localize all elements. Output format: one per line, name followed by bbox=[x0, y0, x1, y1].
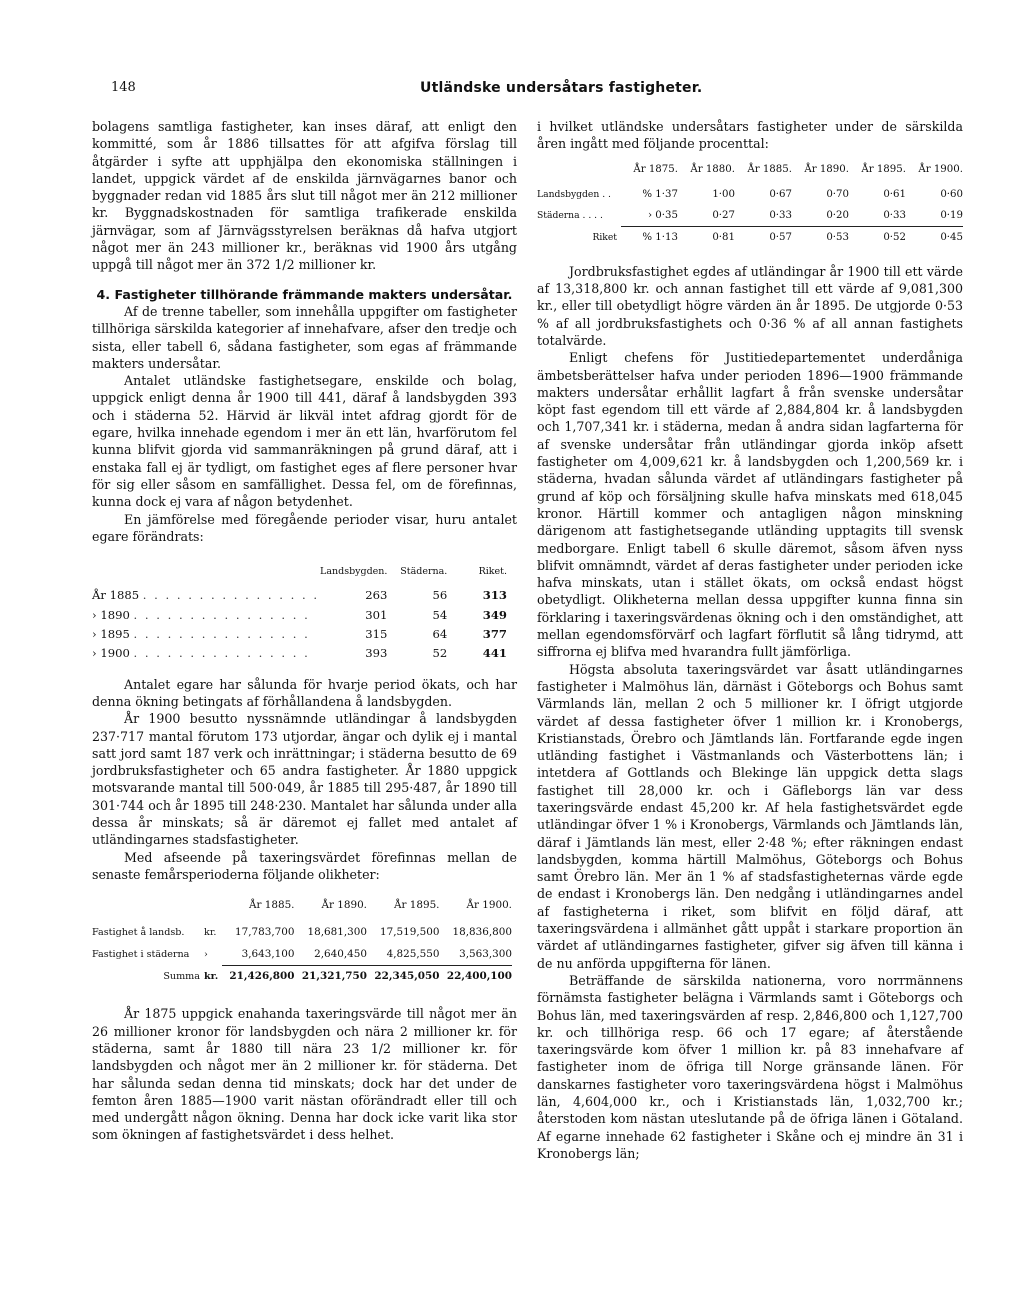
table-cell: › 0·35 bbox=[621, 205, 678, 227]
paragraph: Af de trenne tabeller, som innehålla uppgifter om fastigheter tillhöriga särskilda kategorier af innehafvare, afser den tredje och sista, eller tabell 6, sådana fastigheter, som egas af främmande makters undersåtar. bbox=[92, 303, 517, 371]
paragraph: Jordbruksfastighet egdes af utländingar år 1900 till ett värde af 13,318,800 kr. och annan fastighet till ett värde af 9,081,300 kr., eller till obetydligt högre värden än år 1895. De utgjorde 0·53 % af all jordbruksfastighets och 0·36 % af all annan fastighets totalvärde. bbox=[537, 263, 963, 348]
table-cell: % 1·37 bbox=[642, 188, 678, 200]
table-cell: 0·45 bbox=[940, 232, 963, 244]
table-header-cell: Landsbygden. bbox=[320, 566, 388, 578]
table-cell: 441 bbox=[482, 646, 507, 661]
table-cell: 0·52 bbox=[883, 232, 906, 244]
unit-label: › bbox=[204, 949, 208, 961]
running-title: Utländske undersåtars fastigheter. bbox=[420, 80, 703, 96]
row-label: År 1885 bbox=[92, 588, 140, 603]
leader-dots: . . . . . . . . . . . . . . . . bbox=[133, 646, 310, 661]
table-cell: % 1·13 bbox=[642, 232, 678, 244]
table-header-cell: År 1880. bbox=[690, 163, 735, 175]
table-header-row bbox=[92, 897, 512, 922]
table-cell: 21,321,750 bbox=[301, 970, 367, 983]
table-sum-row bbox=[92, 966, 512, 988]
table-row bbox=[92, 586, 507, 605]
table-cell: 313 bbox=[482, 588, 507, 603]
row-label: › 1900 bbox=[92, 646, 130, 661]
table-cell: 377 bbox=[482, 627, 507, 642]
owners-table bbox=[92, 563, 507, 663]
percentage-table bbox=[537, 161, 963, 249]
table-header-cell: Riket. bbox=[478, 566, 507, 578]
paragraph: bolagens samtliga fastigheter, kan inses däraf, att enligt den kommitté, som år 1886 tillsattes för att afgifva förslag till åtgärder i syfte att upphjälpa den ekonomiska ställningen i landet, uppgick värdet af de enskilda järnvägarnes banor och byggnader redan vid 1885 års slut till något mer än 212 millioner kr. Byggnadskostnaden för samtliga trafikerade enskilda järnvägar, som af Järnvägsstyrelsen beräknas då hafva utgjort något mer än 243 millioner kr., beräknas vid 1900 års utgång uppgå till något mer än 372 1/2 millioner kr. bbox=[92, 119, 517, 273]
table-header-cell: År 1895. bbox=[861, 163, 906, 175]
table-header-cell: År 1900. bbox=[466, 899, 512, 912]
table-cell: 0·53 bbox=[826, 232, 849, 244]
table-row bbox=[92, 922, 512, 943]
leader-dots: . . . . . . . . . . . . . . . . bbox=[142, 588, 320, 603]
table-header-cell: År 1890. bbox=[804, 163, 849, 175]
table-cell: 56 bbox=[432, 588, 448, 603]
unit-label: kr. bbox=[204, 970, 219, 982]
table-header-cell bbox=[92, 563, 320, 586]
table-cell: 0·33 bbox=[849, 205, 906, 227]
table-cell: 263 bbox=[365, 588, 388, 603]
row-label: Summa bbox=[163, 970, 200, 982]
table-header-row bbox=[92, 563, 507, 586]
row-label: Landsbygden . . bbox=[537, 188, 611, 200]
table-cell: 18,836,800 bbox=[452, 926, 512, 939]
table-cell: 393 bbox=[365, 646, 388, 661]
paragraph: Beträffande de särskilda nationerna, voro norrmännens förnämsta fastigheter belägna i Värmlands samt i Göteborgs och Bohus län, med taxeringsvärden af resp. 2,846,800 och 1,127,700 kr. och tillhöriga resp. 66 och 17 egare; af återstående taxeringsvärde kom öfver 1 million kr. på 83 innehafvare af fastigheter inom de öfriga till Norge gränsande länen. För danskarnes fastigheter voro taxeringsvärdena högst i Malmöhus län, 4,604,000 kr., och i Kristianstads län, 1,032,700 kr.; återstoden kom nästan uteslutande på de öfriga länen i Götaland. Af egarne innehade 62 fastigheter i Skåne och ej mindre än 31 i Kronobergs län; bbox=[537, 972, 963, 1161]
unit-label: kr. bbox=[204, 927, 217, 939]
row-label: Fastighet i städerna bbox=[92, 949, 190, 961]
table-header-cell: År 1895. bbox=[393, 899, 440, 912]
table-cell: 0·70 bbox=[826, 188, 849, 200]
paragraph: Enligt chefens för Justitiedepartementet underdåniga ämbetsberättelser hafva under perioden 1896—1900 främmande makters undersåtar erhållit lagfart å från svenske undersåtar köpt fast egendom till ett värde af 2,884,804 kr. å landsbygden och 1,707,341 kr. i städerna, medan å andra sidan lagfarterna för af svenske undersåtar från utländingar gjorda inköp afsett fastigheter om 4,009,621 kr. å landsbygden och 1,200,569 kr. i städerna, hvadan sålunda värdet af utländingars fastigheter på grund af köp och försäljning skulle hafva minskats med 618,045 kronor. Härtill kommer och antagligen någon minskning därigenom att fastighetsegande utländing upptagits till svensk medborgare. Enligt tabell 6 skulle däremot, såsom äfven nyss blifvit omnämndt, värdet af deras fastigheter under perioden icke hafva minskats, utan i stället ökats, om också endast högst obetydligt. Olikheterna mellan dessa uppgifter kunna finna sin förklaring i taxeringsvärdenas ökning och i den omständighet, att mellan egendomsförvärf och lagfart förflutit så lång tidrymd, att siffrorna ej blifva med hvarandra fullt jämförliga. bbox=[537, 350, 963, 660]
row-label: Riket bbox=[592, 232, 617, 244]
paragraph: År 1900 besutto nyssnämnde utländingar å landsbygden 237·717 mantal förutom 173 utjordar, ängar och dylik ej i mantal satt jord samt 187 verk och inrättningar; i städerna besutto de 69 jordbruksfastigheter och 65 andra fastigheter. År 1880 uppgick motsvarande mantal till 500·049, år 1885 till 295·487, år 1890 till 301·744 och år 1895 till 248·230. Mantalet har sålunda under alla dessa år minskats; så är däremot ej fallet med antalet af utländingarnes stadsfastigheter. bbox=[92, 711, 517, 848]
table-cell: 21,426,800 bbox=[229, 970, 295, 983]
table-cell: 17,783,700 bbox=[235, 926, 295, 939]
table-cell: 54 bbox=[432, 607, 448, 622]
table-cell: 0·61 bbox=[883, 188, 906, 200]
table-cell: 0·19 bbox=[906, 205, 963, 227]
table-row bbox=[92, 606, 507, 625]
taxation-values-table bbox=[92, 897, 512, 987]
leader-dots: . . . . . . . . . . . . . . . . bbox=[133, 607, 310, 622]
table-header-cell: År 1875. bbox=[633, 163, 678, 175]
table-cell: 4,825,550 bbox=[367, 944, 440, 966]
table-cell: 0·67 bbox=[769, 188, 792, 200]
table-cell: 349 bbox=[482, 607, 507, 622]
table-cell: 22,345,050 bbox=[374, 970, 440, 983]
table-cell: 2,640,450 bbox=[295, 944, 368, 966]
table-cell: 0·57 bbox=[769, 232, 792, 244]
row-label: Fastighet å landsb. bbox=[92, 927, 185, 939]
paragraph: Antalet egare har sålunda för hvarje period ökats, och har denna ökning betingats af förhållandena å landsbygden. bbox=[92, 676, 517, 709]
table-cell: 17,519,500 bbox=[380, 926, 440, 939]
table-row bbox=[92, 944, 512, 966]
paragraph: Högsta absoluta taxeringsvärdet var åsatt utländingarnes fastigheter i Malmöhus län, därnäst i Göteborgs och Bohus samt Värmlands län, mellan 2 och 5 millioner kr. I öfrigt utgjorde värdet af dessa fastigheter öfver 1 million kr. i Kronobergs, Kristianstads, Örebro och Jämtlands län. Fortfarande egde ingen utländing fastighet i Västmanlands och Västerbottens län; i intetdera af Gottlands och Blekinge län uppgick detta slags fastighet till 28,000 kr. och i Gäfleborgs län var dess taxeringsvärde endast 45,200 kr. Af hela fastighetsvärdet egde utländingar öfver 1 % i Kronobergs, Värmlands och Jämtlands län, däraf i Jämtlands län mest, eller 2·48 %; efter räkningen endast landsbygden, komma härtill Malmöhus, Göteborgs och Bohus samt Örebro län. Mer än 1 % af stadsfastigheternas värde egde de endast i Kronobergs län. Den nedgång i utländingarnes andel af fastigheterna i riket, som blifvit en följd däraf, att taxeringsvärdena i allmänhet gått uppåt i starkare proportion än värdet af utländingarnes fastigheter, gifver sig äfven till känna i de nu anförda uppgifterna för länen. bbox=[537, 661, 963, 971]
section-heading: 4. Fastigheter tillhörande främmande makters undersåtar. bbox=[96, 286, 513, 302]
table-header-cell: År 1885. bbox=[747, 163, 792, 175]
table-row bbox=[92, 625, 507, 644]
table-cell: 301 bbox=[365, 607, 388, 622]
table-cell: 0·60 bbox=[940, 188, 963, 200]
table-cell: 0·27 bbox=[678, 205, 735, 227]
table-cell: 0·33 bbox=[735, 205, 792, 227]
table-header-cell: År 1885. bbox=[248, 899, 295, 912]
table-row bbox=[537, 205, 963, 227]
table-header-cell: År 1890. bbox=[321, 899, 367, 912]
paragraph: En jämförelse med föregående perioder visar, huru antalet egare förändrats: bbox=[92, 511, 517, 544]
table-cell: 3,643,100 bbox=[222, 944, 295, 966]
table-row bbox=[92, 644, 507, 663]
left-column bbox=[92, 118, 517, 1144]
table-row bbox=[537, 184, 963, 205]
paragraph: i hvilket utländske undersåtars fastigheter under de särskilda åren ingått med följande procenttal: bbox=[537, 119, 963, 152]
table-cell: 0·81 bbox=[712, 232, 735, 244]
table-cell: 1·00 bbox=[712, 188, 735, 200]
row-label: › 1895 bbox=[92, 627, 130, 642]
paragraph: Med afseende på taxeringsvärdet förefinnas mellan de senaste femårsperioderna följande olikheter: bbox=[92, 849, 517, 882]
leader-dots: . . . . . . . . . . . . . . . . bbox=[133, 627, 310, 642]
row-label: › 1890 bbox=[92, 607, 130, 622]
table-cell: 22,400,100 bbox=[446, 970, 512, 983]
table-cell: 0·20 bbox=[792, 205, 849, 227]
table-header-cell: Städerna. bbox=[400, 566, 448, 578]
table-cell: 18,681,300 bbox=[307, 926, 367, 939]
table-cell: 3,563,300 bbox=[440, 944, 513, 966]
paragraph: År 1875 uppgick enahanda taxeringsvärde till något mer än 26 millioner kronor för landsbygden och nära 2 millioner kr. för städerna, samt år 1880 till nära 23 1/2 millioner kr. för landsbygden och något mer än 2 millioner kr. för städerna. Det har sålunda sedan denna tid minskats; dock har det under de femton åren 1885—1900 varit nästan oförändradt eller till och med undergått någon ökning. Denna har dock icke varit lika stor som ökningen af fastighetsvärdet i dess helhet. bbox=[92, 1006, 517, 1143]
table-cell: 52 bbox=[432, 646, 448, 661]
page-number: 148 bbox=[111, 80, 136, 95]
table-header-row bbox=[537, 161, 963, 184]
row-label: Städerna . . . . bbox=[537, 210, 603, 222]
table-cell: 315 bbox=[365, 627, 388, 642]
right-column bbox=[537, 118, 963, 1162]
table-header-cell: År 1900. bbox=[918, 163, 963, 175]
paragraph: Antalet utländske fastighetsegare, enskilde och bolag, uppgick enligt denna år 1900 till 441, däraf å landsbygden 393 och i städerna 52. Härvid är likväl intet afdrag gjordt för de egare, hvilka innehade egendom i mer än ett län, hvarförutom fel kunna blifvit gjorda vid sammanräkningen på grund däraf, att i enstaka fall ej är tydligt, om fastighet eges af flere personer hvar för sig eller såsom en samfällighet. Dessa fel, om de förefinnas, kunna dock ej vara af någon betydenhet. bbox=[92, 373, 517, 510]
table-sum-row bbox=[537, 227, 963, 249]
table-cell: 64 bbox=[432, 627, 448, 642]
